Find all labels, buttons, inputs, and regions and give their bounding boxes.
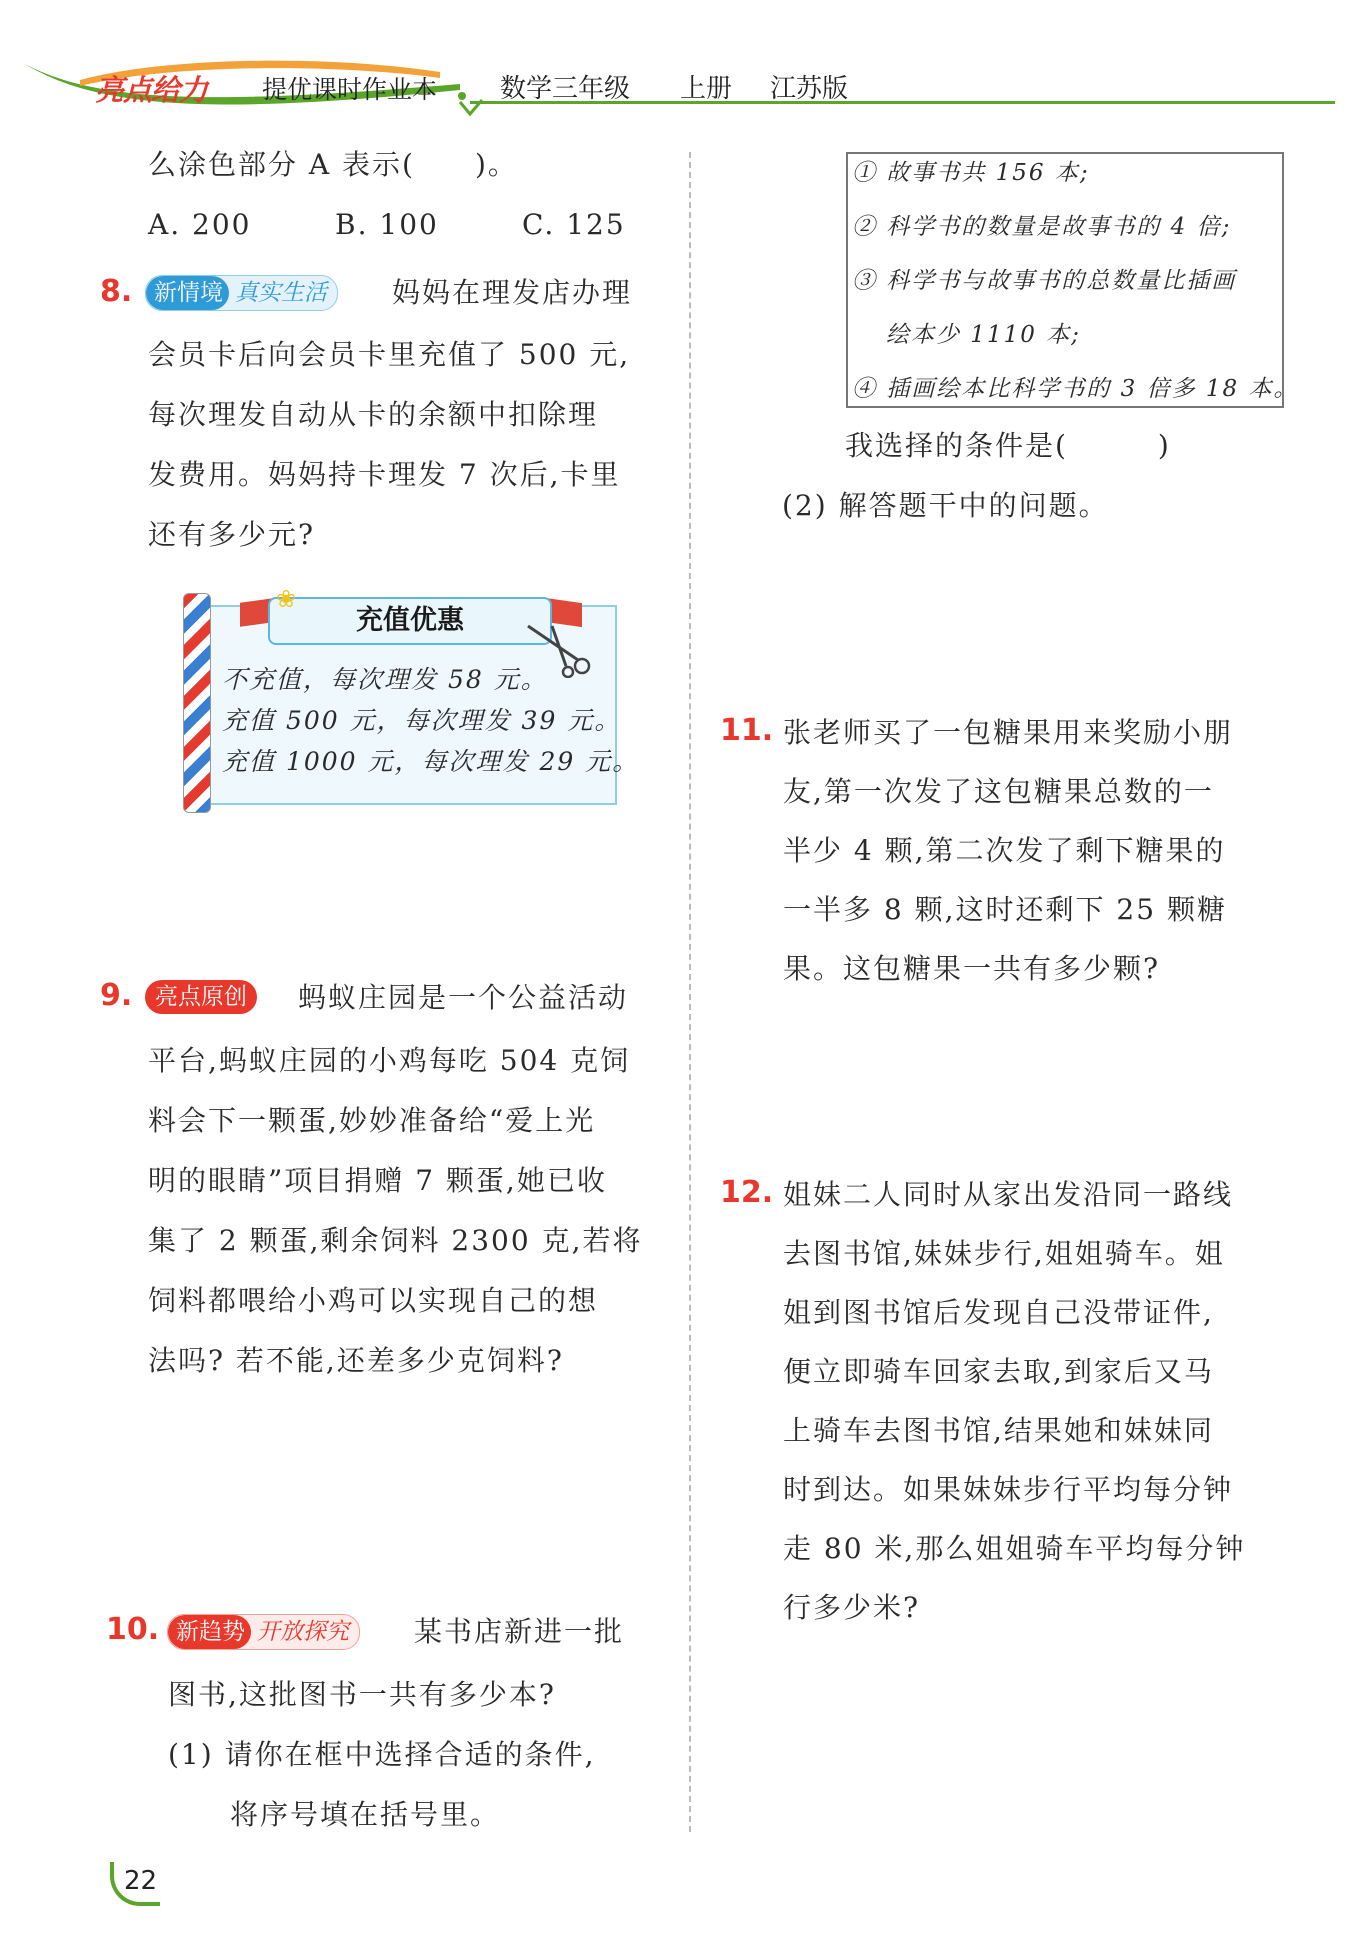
bow-icon: ❀ xyxy=(276,585,297,613)
q10-line-1: 某书店新进一批 xyxy=(414,1615,625,1648)
barber-pole-icon xyxy=(183,593,211,813)
q9-line-2: 平台,蚂蚁庄园的小鸡每吃 504 克饲 xyxy=(148,1044,631,1077)
q7-tail-line: 么涂色部分 A 表示( )。 xyxy=(148,148,518,181)
q9-tag-original: 亮点原创 xyxy=(145,980,257,1014)
brand-logo: 亮点给力 xyxy=(95,73,208,107)
q10-tag xyxy=(167,1614,360,1650)
q8-line-5: 还有多少元? xyxy=(148,518,316,551)
condition-4: ④ 插画绘本比科学书的 3 倍多 18 本。 xyxy=(852,376,1299,402)
q11-line-4: 一半多 8 颗,这时还剩下 25 颗糖 xyxy=(783,893,1227,926)
q10-line-3: (1) 请你在框中选择合适的条件, xyxy=(168,1738,596,1771)
column-divider xyxy=(689,152,691,1832)
q7-option-a: A. 200 xyxy=(148,208,252,241)
q12-line-4: 便立即骑车回家去取,到家后又马 xyxy=(783,1355,1214,1388)
poster-line-3: 充值 1000 元，每次理发 29 元。 xyxy=(222,747,640,776)
q8-number: 8. xyxy=(100,274,133,309)
q9-number: 9. xyxy=(100,978,133,1013)
q7-option-b: B. 100 xyxy=(335,208,439,241)
q12-line-5: 上骑车去图书馆,结果她和妹妹同 xyxy=(783,1414,1214,1447)
header-check-icon xyxy=(456,90,484,118)
condition-3-cont: 绘本少 1110 本; xyxy=(886,322,1081,348)
q12-line-7: 走 80 米,那么姐姐骑车平均每分钟 xyxy=(783,1532,1246,1565)
grade-label: 数学三年级 xyxy=(500,74,631,104)
q9-line-6: 饲料都喂给小鸡可以实现自己的想 xyxy=(148,1284,599,1317)
q12-line-2: 去图书馆,妹妹步行,姐姐骑车。姐 xyxy=(783,1237,1225,1270)
q11-line-1: 张老师买了一包糖果用来奖励小朋 xyxy=(783,716,1234,749)
q9-line-3: 料会下一颗蛋,妙妙准备给“爱上光 xyxy=(148,1104,596,1137)
q9-line-4: 明的眼睛”项目捐赠 7 颗蛋,她已收 xyxy=(148,1164,607,1197)
q9-line-5: 集了 2 颗蛋,剩余饲料 2300 克,若将 xyxy=(148,1224,643,1257)
q10-tag-open-explore: 开放探究 xyxy=(257,1619,349,1645)
brand-subtitle: 提优课时作业本 xyxy=(262,75,438,104)
q12-number: 12. xyxy=(720,1175,774,1210)
q11-line-5: 果。这包糖果一共有多少颗? xyxy=(783,952,1161,985)
poster-line-2: 充值 500 元，每次理发 39 元。 xyxy=(222,706,622,735)
q7-option-c: C. 125 xyxy=(522,208,626,241)
q8-line-3: 每次理发自动从卡的余额中扣除理 xyxy=(148,398,599,431)
q10-part2: (2) 解答题干中的问题。 xyxy=(782,489,1109,522)
q12-line-8: 行多少米? xyxy=(783,1591,921,1624)
poster-title: 充值优惠 xyxy=(268,597,552,645)
q9-tag xyxy=(145,980,257,1014)
page-number: 22 xyxy=(124,1866,158,1896)
q12-line-6: 时到达。如果妹妹步行平均每分钟 xyxy=(783,1473,1234,1506)
q10-tag-new-trend: 新趋势 xyxy=(168,1615,251,1649)
q8-tag xyxy=(145,275,338,311)
condition-3: ③ 科学书与故事书的总数量比插画 xyxy=(852,268,1237,294)
q11-line-2: 友,第一次发了这包糖果总数的一 xyxy=(783,775,1214,808)
q8-line-2: 会员卡后向会员卡里充值了 500 元, xyxy=(148,338,631,371)
q12-line-3: 姐到图书馆后发现自己没带证件, xyxy=(783,1296,1214,1329)
q11-line-3: 半少 4 颗,第二次发了剩下糖果的 xyxy=(783,834,1226,867)
q10-line-2: 图书,这批图书一共有多少本? xyxy=(168,1678,556,1711)
q9-line-1: 蚂蚁庄园是一个公益活动 xyxy=(298,981,629,1014)
q8-line-1: 妈妈在理发店办理 xyxy=(392,276,633,309)
q11-number: 11. xyxy=(720,713,774,748)
q12-line-1: 姐妹二人同时从家出发沿同一路线 xyxy=(783,1178,1234,1211)
q9-line-7: 法吗? 若不能,还差多少克饲料? xyxy=(148,1344,564,1377)
poster-line-1: 不充值，每次理发 58 元。 xyxy=(222,665,548,694)
q10-line-4: 将序号填在括号里。 xyxy=(230,1798,501,1831)
q8-tag-real-life: 真实生活 xyxy=(235,280,327,306)
condition-2: ② 科学书的数量是故事书的 4 倍; xyxy=(852,214,1232,240)
q8-line-4: 发费用。妈妈持卡理发 7 次后,卡里 xyxy=(148,458,621,491)
condition-1: ① 故事书共 156 本; xyxy=(852,160,1090,186)
edition-label: 江苏版 xyxy=(770,74,849,104)
q10-choice-line: 我选择的条件是( ) xyxy=(845,429,1171,462)
q10-number: 10. xyxy=(106,1612,160,1647)
volume-label: 上册 xyxy=(680,74,733,104)
q8-tag-new-context: 新情境 xyxy=(146,276,229,310)
